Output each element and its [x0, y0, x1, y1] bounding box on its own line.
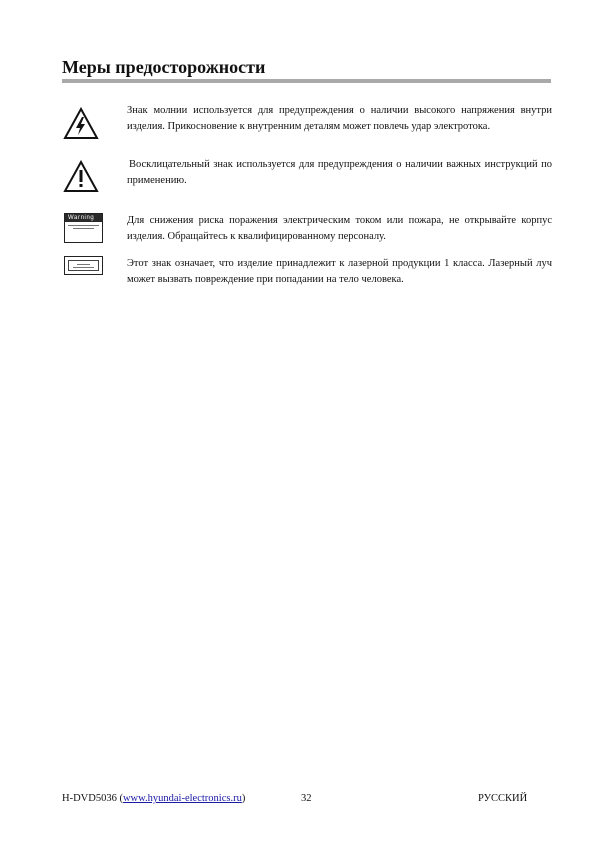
footer-language: РУССКИЙ: [478, 793, 528, 804]
footer-model-name: H-DVD5036 (: [62, 793, 123, 804]
laser-class-label-icon: [64, 256, 103, 275]
page-title: Меры предосторожности: [62, 57, 266, 77]
lightning-description: Знак молнии используется для предупреждения о наличии высокого напряжения внутри изделия. Прикосновение к внутренним деталям может повлечь удар электротока.: [127, 105, 552, 132]
laser-description: Этот знак означает, что изделие принадлежит к лазерной продукции 1 класса. Лазерный луч может вызвать повреждение при попадании на тело человека.: [127, 258, 552, 285]
lightning-warning-icon: [63, 107, 99, 140]
footer-paren: ): [241, 793, 246, 804]
warning-label-body: [65, 225, 102, 229]
footer-model: [62, 793, 245, 804]
title-underline: [62, 79, 551, 83]
warning-label-icon: [64, 213, 103, 243]
exclamation-description: Восклицательный знак используется для предупреждения о наличии важных инструкций по применению.: [127, 159, 552, 186]
page-number: 32: [301, 793, 312, 804]
laser-label-inner: [68, 260, 99, 271]
footer-website-link[interactable]: www.hyundai-electronics.ru: [122, 793, 242, 804]
warning-description: Для снижения риска поражения электрическим током или пожара, не открывайте корпус изделия. Обращайтесь к квалифицированному персоналу.: [127, 215, 552, 242]
warning-label-head: Warning: [65, 214, 102, 222]
exclamation-warning-icon: [63, 160, 99, 193]
